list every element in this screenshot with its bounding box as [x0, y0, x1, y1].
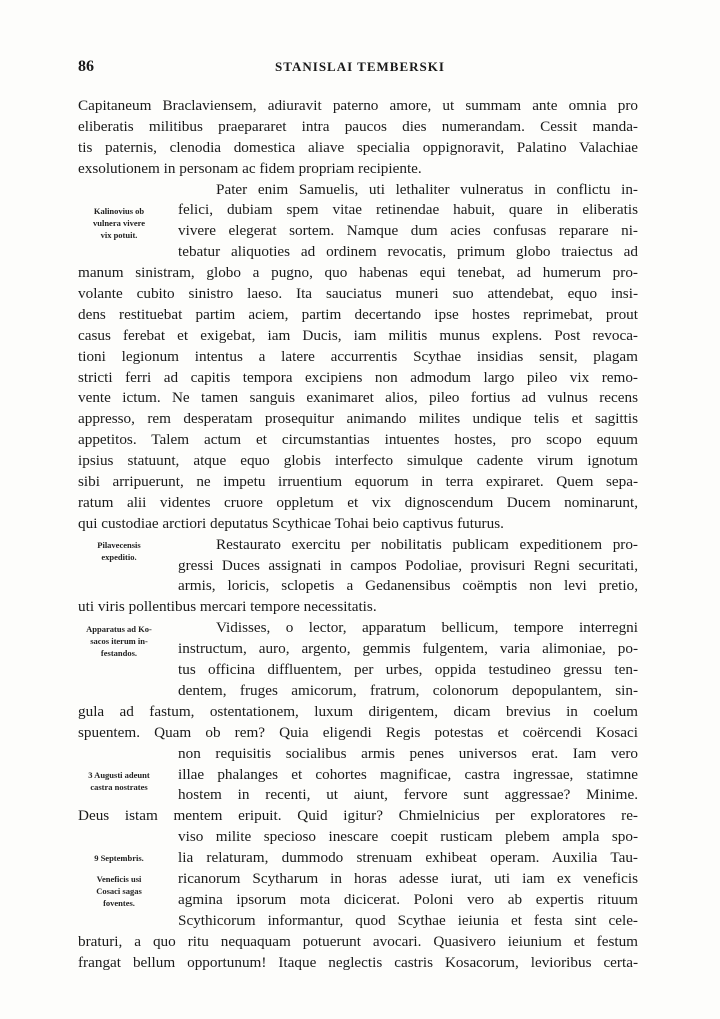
running-head: STANISLAI TEMBERSKI — [275, 59, 445, 74]
text-line: vivere elegerat sortem. Namque dum acies confusas reparare ni- — [178, 222, 638, 240]
margin-note-line: Veneficis usi — [96, 874, 142, 885]
text-line: appresso, rem desperatam prosequitur animando milites undique telis et sagittis — [78, 410, 638, 428]
margin-note-line: sacos iterum in- — [90, 635, 148, 646]
text-line: Restaurato exercitu per nobilitatis publicam expeditionem pro- — [216, 535, 638, 553]
margin-note — [76, 205, 162, 241]
text-line: casus ferebat et exigebat, iam Ducis, iam militis munus explens. Post revoca- — [78, 326, 638, 344]
text-line: vente ictum. Ne tamen sanguis exanimaret alios, pileo fortius ad vulnus recens — [78, 389, 638, 407]
text-line: lia relaturam, dummodo strenuam exhibeat operam. Auxilia Tau- — [178, 849, 638, 867]
margin-note-line: Cosaci sagas — [96, 886, 142, 897]
margin-note-line: 3 Augusti adeunt — [88, 769, 150, 780]
text-line: exsolutionem in personam ac fidem propriam recipiente. — [78, 159, 422, 177]
text-line: hostem in recenti, ut aiunt, fervore sunt aggressae? Minime. — [178, 786, 638, 804]
margin-note-line: Kalinovius ob — [93, 205, 145, 216]
text-line: Deus istam mentem eripuit. Quid igitur? Chmielnicius per exploratores re- — [78, 807, 638, 825]
text-line: uti viris pollentibus mercari tempore necessitatis. — [78, 598, 377, 616]
margin-note-line: 9 Septembris. — [94, 853, 144, 864]
text-line: volante cubito sinistro laeso. Ita sauciatus muneri suo attendebat, equo insi- — [78, 285, 638, 303]
text-line: tebatur aliquoties ad ordinem revocatis, primum globo traiectus ad — [178, 243, 638, 261]
text-line: felici, dubiam spem vitae retinendae habuit, quare in eliberatis — [178, 201, 638, 219]
text-line: illae phalanges et cohortes magnificae, castra ingressae, statimne — [178, 765, 638, 783]
text-line: ricanorum Scytharum in horas adesse iurat, uti iam ex veneficis — [178, 869, 638, 887]
text-line: Pater enim Samuelis, uti lethaliter vulneratus in conflictu in- — [216, 180, 638, 198]
text-line: viso milite specioso inescare coepit rusticam plebem ampla spo- — [178, 828, 638, 846]
margin-note-line: vix potuit. — [100, 229, 138, 240]
margin-note-line: festandos. — [100, 647, 138, 658]
margin-note — [76, 769, 162, 793]
text-line: dens restituebat partim aciem, partim decertando ipse hostes reprimebat, prout — [78, 305, 638, 323]
text-line: qui custodiae arctiori deputatus Scythicae Tohai beio captivus futurus. — [78, 514, 504, 532]
text-line: tioni legionum intentus a latere accurrentis Scythae insidias sensit, plagam — [78, 347, 638, 365]
margin-note-line: Pilavecensis — [97, 539, 141, 550]
text-line: ratum alii videntes cruore oppletum et vix dignoscendum Ducem nominarunt, — [78, 493, 638, 511]
text-line: eliberatis militibus praepararet intra paucos dies numerandam. Cessit manda- — [78, 117, 638, 135]
text-line: dentem, fruges amicorum, fratrum, colonorum depopulantem, sin- — [178, 681, 638, 699]
margin-note-line: castra nostrates — [90, 781, 148, 792]
text-line: gula ad fastum, ostentationem, luxum dirigentem, dicam brevius in coelum — [78, 702, 638, 720]
text-line: tis paternis, clenodia domestica aliave specialia oppignoravit, Palatino Valachiae — [78, 138, 638, 156]
text-line: stricti ferri ad capitis tempora excipiens non admodum largo pileo vix remo- — [78, 368, 638, 386]
margin-note — [76, 623, 162, 659]
body-text — [78, 96, 638, 973]
text-line: non requisitis socialibus armis penes universos erat. Iam vero — [178, 744, 638, 762]
text-line: sibi arripuerunt, ne impetu irruentium equorum in terra expiraret. Quem sepa- — [78, 473, 638, 491]
text-line: armis, loricis, sclopetis a Gedanensibus coëmptis non levi pretio, — [178, 577, 638, 595]
margin-note-line: foventes. — [103, 898, 135, 909]
text-line: agmina ipsorum mota dicicerat. Poloni vero ab expertis rituum — [178, 890, 638, 908]
text-line: instructum, auro, argento, gemmis fulgentem, varia alimoniae, po- — [178, 640, 638, 658]
text-line: gressi Duces assignati in campos Podoliae, provisuri Regni securitati, — [178, 556, 638, 574]
margin-note — [76, 539, 162, 563]
margin-note — [76, 873, 162, 909]
text-line: manum sinistram, globo a pugno, quo habenas equi tenebat, ad humerum pro- — [78, 264, 638, 282]
page-number: 86 — [78, 58, 94, 75]
text-line: Scythicorum informantur, quod Scythae ieiunia et festa sint cele- — [178, 911, 638, 929]
text-line: Capitaneum Braclaviensem, adiuravit paterno amore, ut summam ante omnia pro — [78, 97, 638, 114]
text-line: Vidisses, o lector, apparatum bellicum, tempore interregni — [216, 619, 638, 637]
margin-note-line: vulnera vivere — [92, 217, 145, 228]
text-line: appetitos. Talem actum et circumstantias intuentes hostes, pro scopo equum — [78, 431, 638, 449]
margin-note — [76, 852, 162, 864]
text-line: tus officina diffluentem, per urbes, oppida testudineo gressu ten- — [178, 661, 638, 679]
text-line: frangat bellum opportunum! Itaque neglectis castris Kosacorum, levioribus certa- — [78, 953, 638, 971]
text-line: braturi, a quo ritu nequaquam potuerunt avocari. Quasivero ieiunium et festum — [78, 932, 638, 950]
text-line: spuentem. Quam ob rem? Quia eligendi Regis potestas et coërcendi Kosaci — [78, 723, 638, 741]
margin-note-line: Apparatus ad Ko- — [86, 623, 152, 634]
margin-note-line: expeditio. — [101, 551, 137, 562]
text-line: ipsius statuunt, atque equo globis interfecto simulque cadente virum ignotum — [78, 452, 638, 470]
